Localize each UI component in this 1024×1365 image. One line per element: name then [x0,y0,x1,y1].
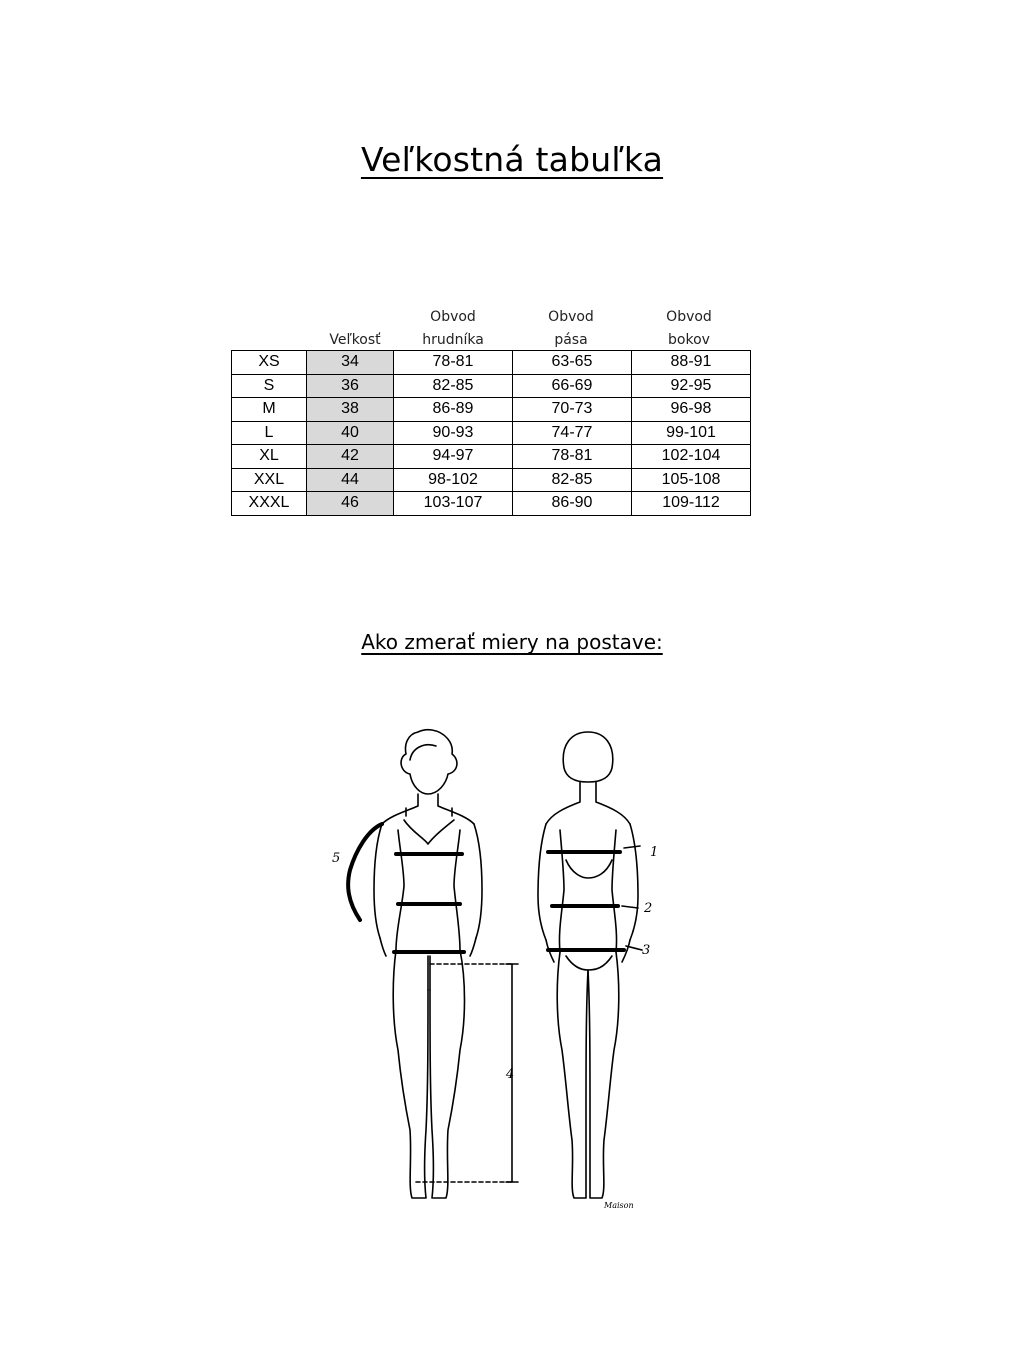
cell-chest: 86-89 [394,398,513,422]
table-row [232,445,751,469]
cell-hips: 105-108 [632,468,751,492]
header-chest-line2: hrudníka [422,332,484,348]
header-waist-line2: pása [554,332,588,348]
cell-hips: 99-101 [632,421,751,445]
cell-label: XXL [232,468,307,492]
cell-waist: 74-77 [513,421,632,445]
cell-label: M [232,398,307,422]
header-hips-line1: Obvod [666,309,712,325]
cell-hips: 92-95 [632,374,751,398]
cell-size: 34 [307,351,394,375]
label-5: 5 [332,851,341,866]
label-4: 4 [506,1067,515,1082]
section-subtitle: Ako zmerať miery na postave: [361,630,663,654]
size-table [231,350,751,516]
cell-label: XL [232,445,307,469]
cell-size: 46 [307,492,394,516]
cell-chest: 103-107 [394,492,513,516]
cell-label: L [232,421,307,445]
illustrator-signature: Maison [604,1201,634,1210]
table-row [232,468,751,492]
page-title: Veľkostná tabuľka [360,140,664,179]
table-row [232,398,751,422]
cell-hips: 96-98 [632,398,751,422]
cell-size: 40 [307,421,394,445]
header-hips-line2: bokov [668,332,710,348]
cell-chest: 90-93 [394,421,513,445]
table-row [232,421,751,445]
cell-chest: 98-102 [394,468,513,492]
header-chest-line1: Obvod [430,309,476,325]
label-3: 3 [642,943,651,958]
cell-size: 38 [307,398,394,422]
cell-size: 44 [307,468,394,492]
cell-waist: 66-69 [513,374,632,398]
cell-label: XS [232,351,307,375]
cell-size: 36 [307,374,394,398]
table-header [0,306,1024,350]
header-waist-line1: Obvod [548,309,594,325]
cell-waist: 86-90 [513,492,632,516]
header-size: Veľkosť [329,332,381,348]
body-measurement-illustration [320,720,700,1220]
cell-hips: 102-104 [632,445,751,469]
cell-label: XXXL [232,492,307,516]
label-1: 1 [650,845,659,860]
cell-label: S [232,374,307,398]
table-row [232,374,751,398]
table-row [232,492,751,516]
cell-chest: 94-97 [394,445,513,469]
cell-waist: 82-85 [513,468,632,492]
cell-chest: 82-85 [394,374,513,398]
cell-waist: 70-73 [513,398,632,422]
table-row [232,351,751,375]
cell-waist: 63-65 [513,351,632,375]
cell-hips: 88-91 [632,351,751,375]
label-2: 2 [644,901,653,916]
cell-waist: 78-81 [513,445,632,469]
cell-size: 42 [307,445,394,469]
cell-hips: 109-112 [632,492,751,516]
cell-chest: 78-81 [394,351,513,375]
